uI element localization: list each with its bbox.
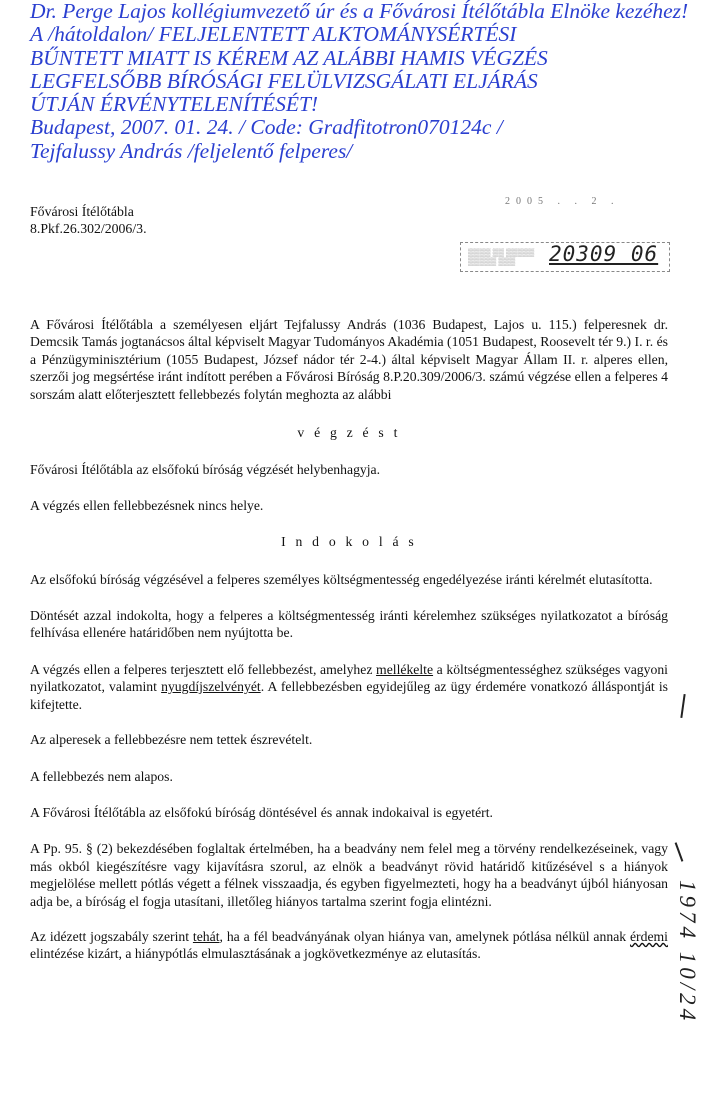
decision-text-2: A végzés ellen fellebbezésnek nincs helye. [30, 497, 264, 513]
underlined-mellekelte: mellékelte [376, 661, 434, 677]
reason-paragraph-6: A Fővárosi Ítélőtábla az elsőfokú bíróság döntésével és annak indokaival is egyetért. [30, 804, 493, 820]
registry-stamp [456, 238, 676, 276]
reason-paragraph-5: A fellebbezés nem alapos. [30, 768, 173, 784]
case-number: 8.Pkf.26.302/2006/3. [30, 221, 147, 236]
ruling-intro: A Fővárosi Ítélőtábla a személyesen eljárt Tejfalussy András (1036 Budapest, Lajos u. 115.) felperesnek dr. Demcsik Tamás jogtanácsos által képviselt Magyar Tudományos Akadémia (1051 Budapest, Roosevelt tér 9.) I. r. és a Pénzügyminisztérium (1055 Budapest, József nádor tér 2-4.) által képviselt Magyar Állam II. r. alperes ellen, szerzői jog megsértése iránt indított perében a Fővárosi Bíróság 8.P.20.309/2006/3. számú végzése ellen a felperes 4 sorszám alatt előterjesztett fellebbezés folytán meghozta az alábbi [30, 317, 668, 402]
court-name: Fővárosi Ítélőtábla [30, 204, 134, 219]
court-heading [30, 203, 147, 237]
cover-line-3: BŰNTETT MIATT IS KÉREM AZ ALÁBBI HAMIS VÉGZÉS [30, 45, 548, 70]
margin-tick-2 [675, 842, 684, 861]
underlined-tehat: tehát [192, 928, 220, 944]
decision-text-1: Fővárosi Ítélőtábla az elsőfokú bíróság végzését helybenhagyja. [30, 462, 381, 478]
stamp-handwritten-number: 20309 06 [549, 242, 659, 266]
reason-paragraph-2: Döntését azzal indokolta, hogy a felperes a költségmentesség iránti kérelemhez szükséges nyilatkozatot a bíróság felhívása ellenére határidőben nem nyújtotta be. [30, 608, 668, 641]
margin-tick-1 [680, 694, 685, 718]
cover-line-2: A /hátoldalon/ FELJELENTETT ALKTOMÁNYSÉRTÉSI [30, 22, 517, 47]
heading-indokolas: I n d o k o l á s [281, 534, 417, 550]
cover-line-5: ÚTJÁN ÉRVÉNYTELENÍTÉSÉT! [30, 92, 319, 117]
margin-handwritten-number: 1974 10/24 [675, 880, 700, 1025]
ruling-body [30, 316, 668, 963]
heading-vegzes: v é g z é s t [297, 425, 401, 441]
underlined-erdemi: érdemi [629, 928, 668, 944]
underlined-nyugdijszelveny: nyugdíjszelvényét [161, 679, 261, 695]
reason-paragraph-1: Az elsőfokú bíróság végzésével a felperes személyes költségmentesség engedélyezése iránti kérelmét elutasította. [30, 571, 653, 587]
cover-line-7: Tejfalussy András /feljelentő felperes/ [30, 138, 353, 163]
faint-stamp-date: 2005 . . 2 . [505, 196, 620, 207]
cover-note [30, 0, 720, 163]
stamp-print: ▒▒▒▒ ▒▒ ▒▒▒▒▒ ▒▒▒▒▒ ▒▒▒ [468, 248, 535, 266]
cover-line-6: Budapest, 2007. 01. 24. / Code: Gradfitotron070124c / [30, 115, 503, 140]
cover-line-1: Dr. Perge Lajos kollégiumvezető úr és a Fővárosi Ítélőtábla Elnöke kezéhez! [30, 0, 689, 23]
reason-paragraph-4: Az alperesek a fellebbezésre nem tettek észrevételt. [30, 732, 313, 748]
reason-paragraph-7: A Pp. 95. § (2) bekezdésében foglaltak értelmében, ha a beadvány nem felel meg a törvény rendelkezéseinek, vagy más okból kiegészítésre vagy kijavításra szorul, az elnök a beadványt rövid határidő kitűzésével s a hiányok megjelölése mellett pótlás végett a félnek visszaadja, és egyben figyelmezteti, hogy ha a beadványt újból hiányosan adja be, a bíróság el fogja utasítani, illetőleg hiányos tartalma szerint fogja elintézni. [30, 841, 668, 909]
reason-paragraph-3: A végzés ellen a felperes terjesztett elő fellebbezést, amelyhez mellékelte a költségmentességhez szükséges vagyoni nyilatkozatot, valamint nyugdíjszelvényét. A fellebbezésben egyidejűleg az ügy érdemére vonatkozó álláspontját is kifejtette. [30, 661, 668, 712]
cover-line-4: LEGFELSŐBB BÍRÓSÁGI FELÜLVIZSGÁLATI ELJÁRÁS [30, 68, 538, 93]
reason-paragraph-8: Az idézett jogszabály szerint tehát, ha a fél beadványának olyan hiánya van, amelynek pótlása nélkül annak érdemi elintézése kizárt, a hiánypótlás elmulasztásának a jogkövetkezménye az elutasítás. [30, 928, 668, 962]
